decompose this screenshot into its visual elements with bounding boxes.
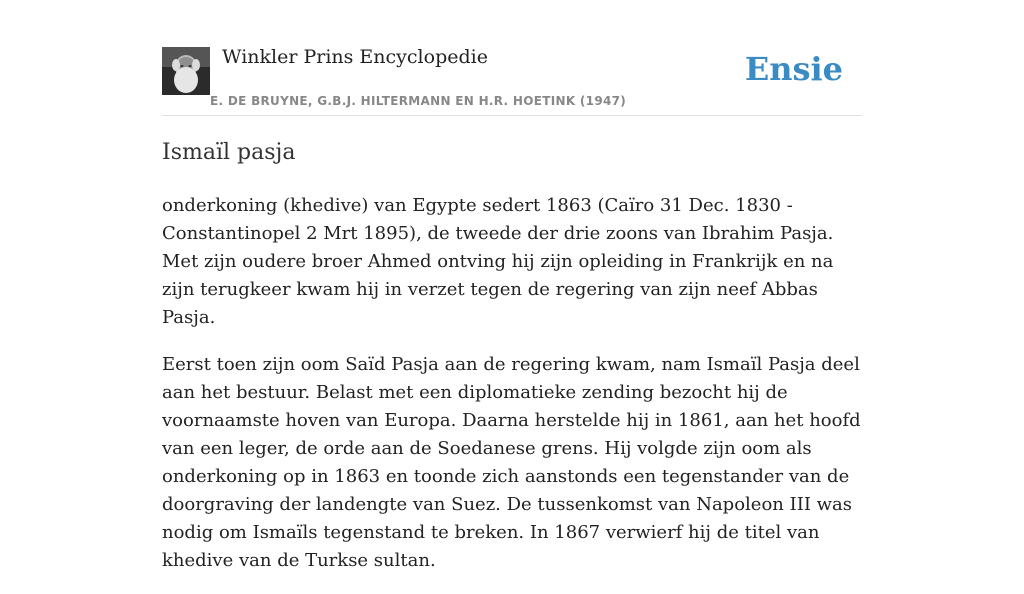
ensie-logo-link[interactable]: Ensie bbox=[744, 50, 843, 88]
article-paragraph: Eerst toen zijn oom Saïd Pasja aan de regering kwam, nam Ismaïl Pasja deel aan het bestuur. Belast met een diplomatieke zending bezocht hij de voornaamste hoven van Europa. Daarna herstelde hij in 1861, aan het hoofd van een leger, de orde aan de Soedanese grens. Hij volgde zijn oom als onderkoning op in 1863 en toonde zich aanstonds een tegenstander van de doorgraving der landengte van Suez. De tussenkomst van Napoleon III was nodig om Ismaïls tegenstand te breken. In 1867 verwierf hij de titel van khedive van de Turkse sultan. bbox=[162, 354, 861, 571]
authors-credit: E. DE BRUYNE, G.B.J. HILTERMANN EN H.R. HOETINK (1947) bbox=[210, 94, 627, 108]
site-title[interactable]: Winkler Prins Encyclopedie bbox=[222, 46, 488, 68]
article-title: Ismaïl pasja bbox=[162, 140, 296, 165]
article-body bbox=[162, 192, 862, 594]
site-header bbox=[162, 46, 862, 116]
article-paragraph: onderkoning (khedive) van Egypte sedert 1863 (Caïro 31 Dec. 1830 - Constantinopel 2 Mrt 1895), de tweede der drie zoons van Ibrahim Pasja. Met zijn oudere broer Ahmed ontving hij zijn opleiding in Frankrijk en na zijn terugkeer kwam hij in verzet tegen de regering van zijn neef Abbas Pasja. bbox=[162, 195, 834, 328]
header-divider bbox=[162, 115, 862, 116]
author-avatar bbox=[162, 47, 210, 95]
